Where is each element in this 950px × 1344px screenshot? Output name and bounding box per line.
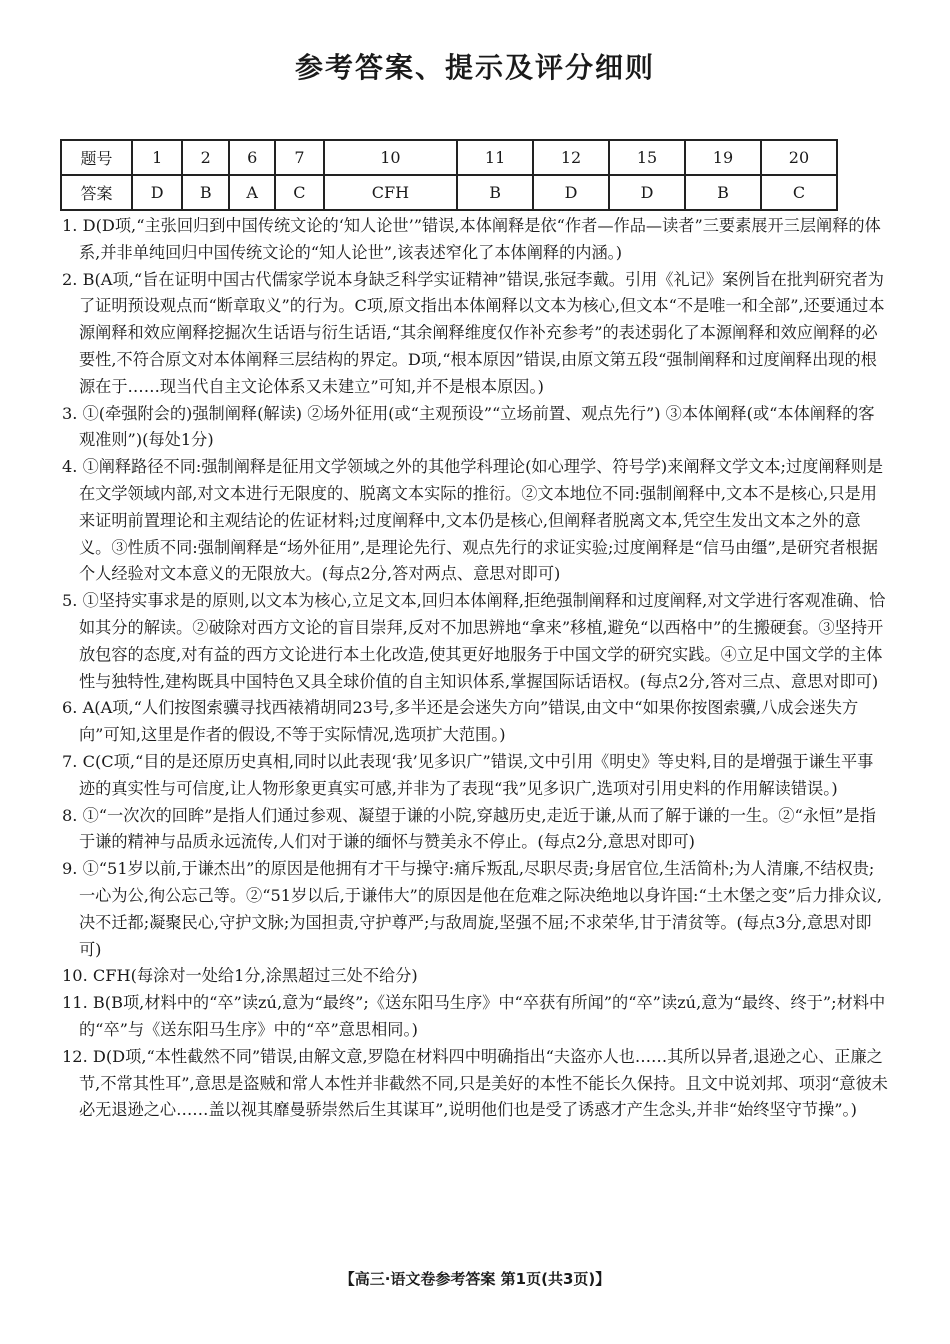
- answer-cell: D: [132, 175, 182, 210]
- answer-table: [60, 139, 838, 211]
- answer-item-7: 7. C(C项,“目的是还原历史真相,同时以此表现‘我’见多识广”错误,文中引用《明史》等史料,目的是增强于谦生平事迹的真实性与可信度,让人物形象更真实可感,并非为了表现“我”见多识广,选项对引用史料的作用解读错误。): [62, 751, 874, 798]
- answer-item-11: 11. B(B项,材料中的“卒”读zú,意为“最终”;《送东阳马生序》中“卒获有所闻”的“卒”读zú,意为“最终、终于”;材料中的“卒”与《送东阳马生序》中的“卒”意思相同。): [62, 993, 886, 1039]
- answer-cell: B: [182, 175, 229, 210]
- question-number-cell: 7: [275, 140, 323, 175]
- answer-item-2: 2. B(A项,“旨在证明中国古代儒家学说本身缺乏科学实证精神”错误,张冠李戴。引用《礼记》案例旨在批判研究者为了证明预设观点而“断章取义”的行为。C项,原文指出本体阐释以文本为核心,但文本“不是唯一和全部”,还要通过本源阐释和效应阐释挖掘次生话语与衍生话语,“其余阐释维度仅作补充参考”的表述弱化了本源阐释和效应阐释的必要性,不符合原文对本体阐释三层结构的界定。D项,“根本原因”错误,由原文第五段“强制阐释和过度阐释出现的根源在于……现当代自主文论体系又未建立”可知,并不是根本原因。): [62, 269, 885, 396]
- answer-item-4: 4. ①阐释路径不同:强制阐释是征用文学领域之外的其他学科理论(如心理学、符号学)来阐释文学文本;过度阐释则是在文学领域内部,对文本进行无限度的、脱离文本实际的推衍。②文本地位不同:强制阐释中,文本不是核心,只是用来证明前置理论和主观结论的佐证材料;过度阐释中,文本仍是核心,但阐释者脱离文本,凭空生发出文本之外的意义。③性质不同:强制阐释是“场外征用”,是理论先行、观点先行的求证实验;过度阐释是“信马由缰”,是研究者根据个人经验对文本意义的无限放大。(每点2分,答对两点、意思对即可): [62, 457, 884, 584]
- question-number-cell: 19: [685, 140, 761, 175]
- answer-item-9: 9. ①“51岁以前,于谦杰出”的原因是他拥有才干与操守:痛斥叛乱,尽职尽责;身居官位,生活简朴;为人清廉,不结权贵;一心为公,徇公忘己等。②“51岁以后,于谦伟大”的原因是他在危难之际决绝地以身许国:“土木堡之变”后力排众议,决不迁都;凝聚民心,守护文脉;为国担责,守护尊严;与敌周旋,坚强不屈;不求荣华,甘于清贫等。(每点3分,意思对即可): [62, 859, 883, 959]
- question-number-cell: 1: [132, 140, 182, 175]
- page-footer: 【高三·语文卷参考答案 第1页(共3页)】: [339, 1270, 611, 1288]
- answer-cell: B: [685, 175, 761, 210]
- answer-item-1: 1. D(D项,“主张回归到中国传统文论的‘知人论世’”错误,本体阐释是依“作者—作品—读者”三要素展开三层阐释的体系,并非单纯回归中国传统文论的“知人论世”,该表述窄化了本体阐释的内涵。): [62, 216, 881, 262]
- question-number-cell: 11: [457, 140, 533, 175]
- page-title: 参考答案、提示及评分细则: [294, 51, 655, 84]
- answer-cell: D: [533, 175, 609, 210]
- answer-cell: B: [457, 175, 533, 210]
- answer-item-5: 5. ①坚持实事求是的原则,以文本为核心,立足文本,回归本体阐释,拒绝强制阐释和过度阐释,对文学进行客观准确、恰如其分的解读。②破除对西方文论的盲目崇拜,反对不加思辨地“拿来”移植,避免“以西格中”的生搬硬套。③坚持开放包容的态度,对有益的西方文论进行本土化改造,使其更好地服务于中国文学的研究实践。④立足中国文学的主体性与独特性,建构既具中国特色又具全球价值的自主知识体系,掌握国际话语权。(每点2分,答对三点、意思对即可): [62, 591, 886, 691]
- row-label-answer: 答案: [61, 175, 132, 210]
- row-label-question-number: 题号: [61, 140, 132, 175]
- answer-item-6: 6. A(A项,“人们按图索骥寻找西裱褙胡同23号,多半还是会迷失方向”错误,由文中“如果你按图索骥,八成会迷失方向”可知,这里是作者的假设,不等于实际情况,选项扩大范围。): [62, 698, 859, 745]
- answer-cell: D: [609, 175, 685, 210]
- question-number-cell: 15: [609, 140, 685, 175]
- question-number-row: [61, 140, 837, 175]
- answer-cell: C: [761, 175, 837, 210]
- answer-explanations: [62, 213, 888, 1124]
- question-number-cell: 6: [229, 140, 275, 175]
- question-number-cell: 2: [182, 140, 229, 175]
- answer-cell: A: [229, 175, 275, 210]
- question-number-cell: 10: [324, 140, 458, 175]
- answer-row: [61, 175, 837, 210]
- answer-cell: C: [275, 175, 323, 210]
- answer-item-12: 12. D(D项,“本性截然不同”错误,由解文意,罗隐在材料四中明确指出“夫盗亦人也……其所以异者,退逊之心、正廉之节,不常其性耳”,意思是盗贼和常人本性并非截然不同,只是美好的本性不能长久保持。且文中说刘邦、项羽“意彼未必无退逊之心……盖以视其靡曼骄崇然后生其谋耳”,说明他们也是受了诱惑才产生念头,并非“始终坚守节操”。): [62, 1046, 888, 1120]
- answer-item-8: 8. ①“一次次的回眸”是指人们通过参观、凝望于谦的小院,穿越历史,走近于谦,从而了解于谦的一生。②“永恒”是指于谦的精神与品质永远流传,人们对于谦的缅怀与赞美永不停止。(每点2分,意思对即可): [62, 805, 876, 852]
- question-number-cell: 20: [761, 140, 837, 175]
- question-number-cell: 12: [533, 140, 609, 175]
- answer-item-10: 10. CFH(每涂对一处给1分,涂黑超过三处不给分): [62, 966, 418, 986]
- answer-cell: CFH: [324, 175, 458, 210]
- answer-item-3: 3. ①(牵强附会的)强制阐释(解读) ②场外征用(或“主观预设”“立场前置、观点先行”) ③本体阐释(或“本体阐释的客观准则”)(每处1分): [62, 403, 875, 450]
